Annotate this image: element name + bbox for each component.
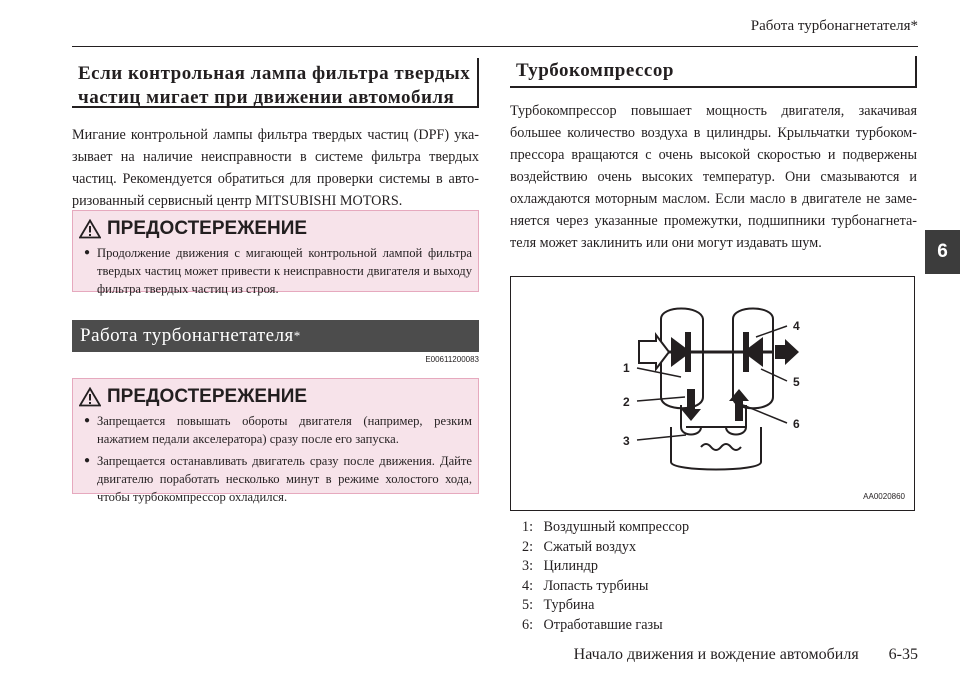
turbine-blade — [743, 332, 749, 372]
caution-box-turbo — [72, 378, 479, 504]
chapter-tab: 6 — [925, 230, 960, 274]
turbocharger-illustration — [511, 277, 914, 510]
exhaust-out-arrow — [775, 339, 799, 365]
section-code: E00611200083 — [425, 355, 479, 364]
turbocharger-body-text: Турбокомпрессор повышает мощность двигателя, закачивая большее количество воздуха в цилиндры. Крыльчатки турбоком-прессора вращаются с очень высокой скоростью и подвержены воздействию очень высоких температур. Они смазываются и охлаждаются моторным маслом. Если масло в двигателе не заме-няется через указанные промежутки, подшипники турбонагнета-теля может заклинить или они могут издавать шум. — [510, 103, 917, 251]
compressor-blade — [685, 332, 691, 372]
diagram-label-4: 4 — [793, 319, 800, 333]
caution-list — [73, 244, 478, 298]
figure-code: AA0020860 — [863, 492, 905, 501]
caution-title-text: ПРЕДОСТЕРЕЖЕНИЕ — [107, 386, 308, 407]
legend-item: 1: Воздушный компрессор — [522, 519, 690, 535]
section-title-dpf-line2: частиц мигает при движении автомобиля — [78, 87, 455, 108]
caution-list — [73, 412, 478, 506]
caution-title — [73, 211, 478, 242]
caution-title — [73, 379, 478, 410]
legend-item: 3: Цилиндр — [522, 558, 598, 574]
figure-legend — [522, 518, 822, 635]
caution-item: ● Запрещается останавливать двигатель сразу после движения. Дайте двигателю поработать несколько минут в режиме холостого хода, чтобы турбокомпрессор охладился. — [97, 452, 472, 506]
diagram-label-5: 5 — [793, 375, 800, 389]
diagram-label-2: 2 — [623, 395, 630, 409]
dpf-body-text: Мигание контрольной лампы фильтра твердых частиц (DPF) ука-зывает на наличие неисправности в системе фильтра твердых частиц. Рекомендуется обратиться для проверки системы в авто-ризованный сервисный центр MITSUBISHI MOTORS. — [72, 127, 479, 209]
warning-triangle-icon — [79, 387, 101, 407]
page-footer — [574, 646, 918, 664]
caution-box-dpf — [72, 210, 479, 296]
page-number: 6-35 — [888, 646, 918, 663]
diagram-label-1: 1 — [623, 361, 630, 375]
running-title: Работа турбонагнетателя* — [750, 18, 918, 34]
combustion-mark — [701, 444, 741, 450]
section-title-dpf-line1: Если контрольная лампа фильтра твердых — [78, 63, 471, 84]
caution-item: ● Запрещается повышать обороты двигателя (например, резким нажатием педали акселератора) сразу после его запуска. — [97, 412, 472, 448]
warning-triangle-icon — [79, 219, 101, 239]
section-title-turbo-operation — [72, 320, 479, 352]
turbocharger-diagram — [510, 276, 915, 511]
legend-item: 2: Сжатый воздух — [522, 538, 637, 555]
footer-chapter-title: Начало движения и вождение автомобиля — [573, 646, 859, 663]
legend-item: 6: Отработавшие газы — [522, 616, 663, 633]
caution-title-text: ПРЕДОСТЕРЕЖЕНИЕ — [107, 218, 308, 239]
caution-item: ● Продолжение движения с мигающей контрольной лампой фильтра твердых частиц может привести к неисправности двигателя и выходу фильтра твердых частиц из строя. — [97, 244, 472, 298]
diagram-label-6: 6 — [793, 417, 800, 431]
section-title-turbocharger: Турбокомпрессор — [510, 56, 917, 88]
legend-item: 5: Турбина — [522, 597, 595, 613]
title-asterisk: * — [293, 328, 301, 343]
section-title-dpf — [72, 58, 479, 108]
section-title-turbo-operation-text: Работа турбонагнетателя — [80, 325, 294, 346]
air-in-arrow — [639, 335, 669, 369]
legend-item: 4: Лопасть турбины — [522, 577, 649, 594]
diagram-label-3: 3 — [623, 434, 630, 448]
header-rule — [72, 46, 918, 47]
